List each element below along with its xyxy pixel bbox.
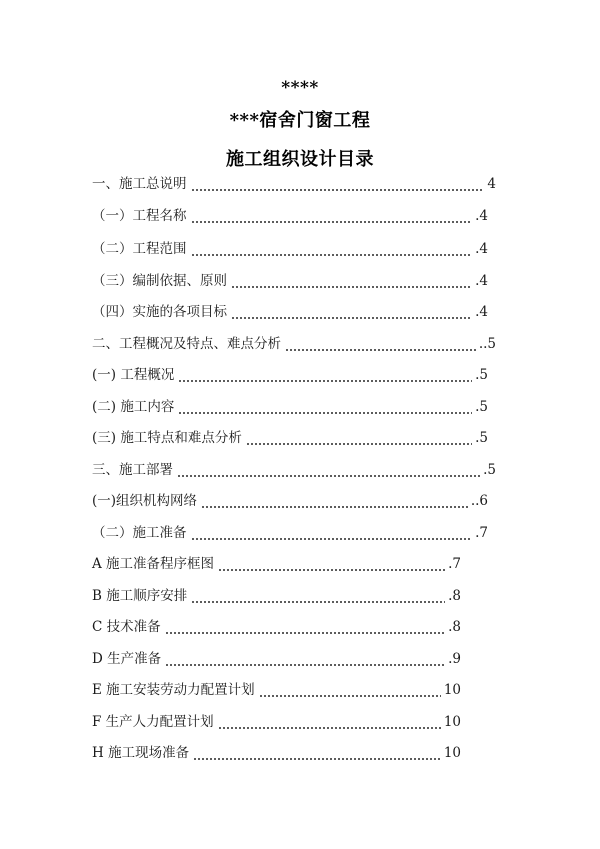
toc-item[interactable] xyxy=(92,711,461,733)
dot-leader xyxy=(193,742,441,764)
toc-item[interactable] xyxy=(92,742,461,764)
toc-item-label: F 生产人力配置计划 xyxy=(92,714,214,730)
toc-item[interactable] xyxy=(92,490,488,512)
toc-item[interactable] xyxy=(92,679,461,701)
toc-item[interactable] xyxy=(92,364,488,386)
toc-item-label: (一)组织机构网络 xyxy=(92,493,198,509)
toc-item-label: (二) 施工内容 xyxy=(92,399,175,415)
dot-leader xyxy=(191,173,485,195)
toc-item-page: .5 xyxy=(475,399,488,415)
toc-item[interactable] xyxy=(92,585,461,607)
toc-item-page: 10 xyxy=(443,714,461,730)
dot-leader xyxy=(218,553,445,575)
dot-leader xyxy=(191,585,445,607)
toc-item[interactable] xyxy=(92,427,488,449)
toc-item-page: .9 xyxy=(448,651,461,667)
dot-leader xyxy=(246,427,472,449)
toc-item-label: 三、施工部署 xyxy=(92,462,173,478)
toc-item[interactable] xyxy=(92,522,488,544)
dot-leader xyxy=(218,711,441,733)
dot-leader xyxy=(285,333,476,355)
toc-item-page: ..6 xyxy=(470,493,488,509)
dot-leader xyxy=(191,522,473,544)
toc-item[interactable] xyxy=(92,396,488,418)
dot-leader xyxy=(177,459,480,481)
toc-item[interactable] xyxy=(92,616,461,638)
toc-item-page: 10 xyxy=(443,682,461,698)
toc-item-page: .8 xyxy=(448,588,461,604)
toc-item-label: （一）工程名称 xyxy=(92,208,187,224)
toc-item-label: H 施工现场准备 xyxy=(92,745,190,761)
toc-item-page: ..5 xyxy=(478,336,496,352)
toc-item-page: 4 xyxy=(487,176,496,192)
toc-item-label: （四）实施的各项目标 xyxy=(92,304,227,320)
dot-leader xyxy=(259,679,441,701)
toc-item-page: .8 xyxy=(448,619,461,635)
toc-item-label: C 技术准备 xyxy=(92,619,161,635)
toc-item[interactable] xyxy=(92,301,488,323)
toc-item-label: 二、工程概况及特点、难点分析 xyxy=(92,336,281,352)
toc-item[interactable] xyxy=(92,459,496,481)
toc-item[interactable] xyxy=(92,238,488,260)
toc-item-label: （二）施工准备 xyxy=(92,525,187,541)
toc-item-page: .4 xyxy=(475,304,488,320)
toc-item[interactable] xyxy=(92,270,488,292)
toc-item-page: 10 xyxy=(443,745,461,761)
toc-item-label: （三）编制依据、原则 xyxy=(92,273,227,289)
dot-leader xyxy=(191,205,473,227)
toc-item[interactable] xyxy=(92,173,496,195)
toc-item[interactable] xyxy=(92,333,496,355)
dot-leader xyxy=(165,616,445,638)
toc-item-page: .5 xyxy=(483,462,496,478)
toc-item-label: (一) 工程概况 xyxy=(92,367,175,383)
toc-item[interactable] xyxy=(92,205,488,227)
toc-item-page: .4 xyxy=(475,208,488,224)
toc-item-label: E 施工安装劳动力配置计划 xyxy=(92,682,255,698)
toc-item[interactable] xyxy=(92,553,461,575)
document-header-line: **** xyxy=(281,78,319,98)
toc-item-label: A 施工准备程序框图 xyxy=(92,556,215,572)
dot-leader xyxy=(201,490,468,512)
toc-item-page: .7 xyxy=(475,525,488,541)
dot-leader xyxy=(231,270,472,292)
toc-item-label: 一、施工总说明 xyxy=(92,176,187,192)
toc-item-page: .4 xyxy=(475,241,488,257)
toc-item-page: .4 xyxy=(475,273,488,289)
toc-item-page: .5 xyxy=(475,367,488,383)
toc-item[interactable] xyxy=(92,648,461,670)
toc-item-label: B 施工顺序安排 xyxy=(92,588,188,604)
dot-leader xyxy=(191,238,473,260)
toc-item-page: .5 xyxy=(475,430,488,446)
dot-leader xyxy=(231,301,472,323)
toc-item-page: .7 xyxy=(448,556,461,572)
toc-title: 施工组织设计目录 xyxy=(226,149,374,170)
toc-item-label: D 生产准备 xyxy=(92,651,162,667)
toc-item-label: （二）工程范围 xyxy=(92,241,187,257)
project-title: ***宿舍门窗工程 xyxy=(229,110,371,131)
dot-leader xyxy=(178,364,472,386)
toc-item-label: (三) 施工特点和难点分析 xyxy=(92,430,242,446)
dot-leader xyxy=(178,396,472,418)
dot-leader xyxy=(165,648,445,670)
